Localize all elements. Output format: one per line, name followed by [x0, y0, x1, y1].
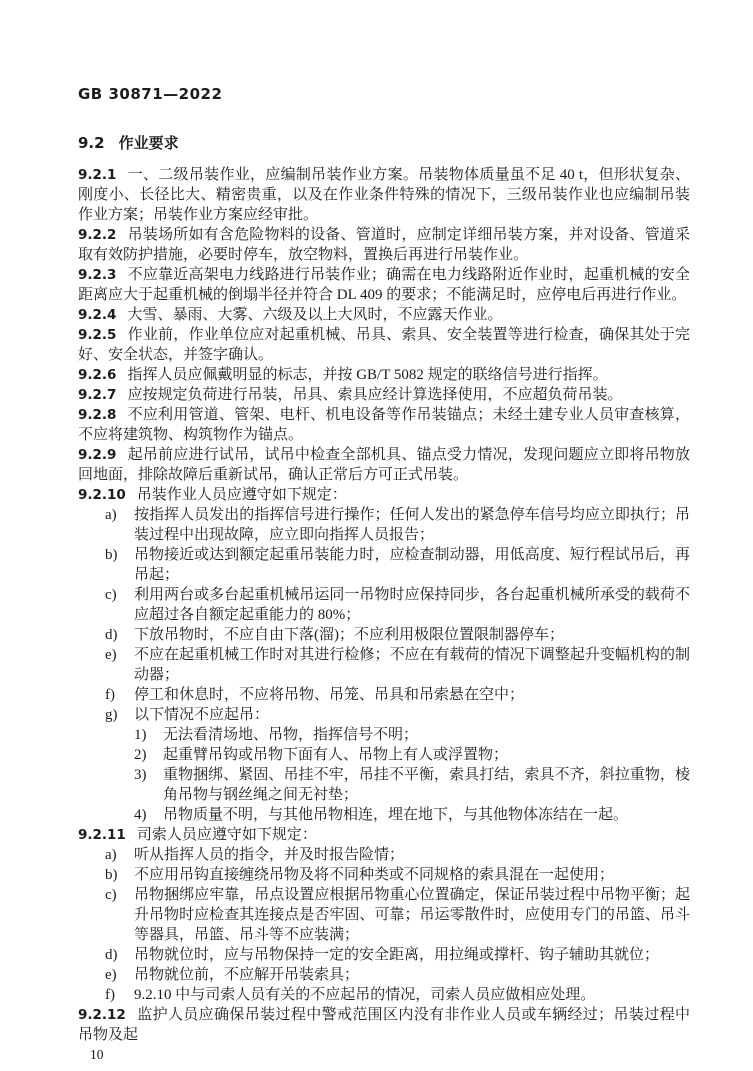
- clause-number: 9.2.4: [78, 307, 117, 323]
- list-item-a: [105, 505, 690, 545]
- item-text: 按指挥人员发出的指挥信号进行操作；任何人发出的紧急停车信号均应立即执行；吊装过程中出现故障，应立即向指挥人员报告；: [134, 507, 690, 543]
- clause-number: 9.2.6: [78, 367, 117, 383]
- clause-number: 9.2.12: [78, 1007, 126, 1023]
- list-item-b: [105, 865, 690, 885]
- subitem-text: 吊物质量不明，与其他吊物相连，埋在地下，与其他物体冻结在一起。: [163, 807, 629, 823]
- clause-9-2-9: [78, 445, 690, 485]
- clause-number: 9.2.1: [78, 167, 117, 183]
- clause-9-2-7: [78, 385, 690, 405]
- clause-text: 作业前，作业单位应对起重机械、吊具、索具、安全装置等进行检查，确保其处于完好、安全状态，并签字确认。: [78, 327, 690, 363]
- item-label: d): [105, 947, 118, 963]
- sublist-item-4: [134, 805, 690, 825]
- sublist-item-3: [134, 765, 690, 805]
- item-text: 以下情况不应起吊：: [134, 707, 270, 723]
- clause-9-2-10: [78, 485, 690, 505]
- item-label: e): [105, 967, 117, 983]
- item-text: 听从指挥人员的指令，并及时报告险情；: [134, 847, 405, 863]
- item-text: 吊物接近或达到额定起重吊装能力时，应检查制动器，用低高度、短行程试吊后，再吊起；: [134, 547, 690, 583]
- clause-number: 9.2.10: [78, 487, 126, 503]
- list-item-c: [105, 585, 690, 625]
- sublist-item-2: [134, 745, 690, 765]
- clause-number: 9.2.11: [78, 827, 126, 843]
- clause-9-2-6: [78, 365, 690, 385]
- subitem-text: 起重臂吊钩或吊物下面有人、吊物上有人或浮置物；: [163, 747, 509, 763]
- clause-number: 9.2.7: [78, 387, 117, 403]
- clause-text: 应按规定负荷进行吊装，吊具、索具应经计算选择使用，不应超负荷吊装。: [127, 387, 623, 403]
- item-label: d): [105, 627, 118, 643]
- item-text: 下放吊物时，不应自由下落(溜)；不应利用极限位置限制器停车；: [134, 627, 564, 643]
- item-label: a): [105, 847, 117, 863]
- sublist-item-1: [134, 725, 690, 745]
- clause-number: 9.2.9: [78, 447, 117, 463]
- clause-number: 9.2.8: [78, 407, 117, 423]
- item-label: f): [105, 987, 115, 1003]
- clause-number: 9.2.3: [78, 267, 117, 283]
- item-label: b): [105, 547, 118, 563]
- clause-9-2-2: [78, 225, 690, 265]
- list-item-c: [105, 885, 690, 945]
- item-label: e): [105, 647, 117, 663]
- list-item-f: [105, 685, 690, 705]
- subitem-label: 4): [134, 807, 147, 823]
- doc-number: GB 30871—2022: [78, 85, 223, 103]
- item-text: 停工和休息时，不应将吊物、吊笼、吊具和吊索悬在空中；: [134, 687, 525, 703]
- item-label: c): [105, 887, 117, 903]
- clause-number: 9.2.5: [78, 327, 117, 343]
- clause-text: 起吊前应进行试吊，试吊中检查全部机具、锚点受力情况，发现问题应立即将吊物放回地面，排除故障后重新试吊，确认正常后方可正式吊装。: [78, 447, 690, 483]
- list-item-g: [105, 705, 690, 725]
- list-item-f: [105, 985, 690, 1005]
- clause-9-2-11: [78, 825, 690, 845]
- clause-number: 9.2.2: [78, 227, 117, 243]
- item-label: g): [105, 707, 118, 723]
- subitem-text: 重物捆绑、紧固、吊挂不牢，吊挂不平衡，索具打结，索具不齐，斜拉重物，棱角吊物与钢丝绳之间无衬垫；: [163, 767, 690, 803]
- clause-text: 不应靠近高架电力线路进行吊装作业；确需在电力线路附近作业时，起重机械的安全距离应大于起重机械的倒塌半径并符合 DL 409 的要求；不能满足时，应停电后再进行作业。: [78, 267, 690, 303]
- item-text: 不应用吊钩直接缠绕吊物及将不同种类或不同规格的索具混在一起使用；: [134, 867, 615, 883]
- clause-text: 不应利用管道、管架、电杆、机电设备等作吊装锚点；未经土建专业人员审查核算，不应将建筑物、构筑物作为锚点。: [78, 407, 690, 443]
- item-label: f): [105, 687, 115, 703]
- item-text: 9.2.10 中与司索人员有关的不应起吊的情况，司索人员应做相应处理。: [134, 987, 596, 1003]
- clause-9-2-3: [78, 265, 690, 305]
- clause-text: 司索人员应遵守如下规定：: [136, 827, 317, 843]
- list-item-b: [105, 545, 690, 585]
- subitem-label: 3): [134, 767, 147, 783]
- list-item-a: [105, 845, 690, 865]
- clause-text: 指挥人员应佩戴明显的标志，并按 GB/T 5082 规定的联络信号进行指挥。: [127, 367, 608, 383]
- section-title: 作业要求: [118, 134, 179, 152]
- section-number: 9.2: [78, 134, 105, 152]
- clause-text: 一、二级吊装作业，应编制吊装作业方案。吊装物体质量虽不足 40 t，但形状复杂、刚度小、长径比大、精密贵重，以及在作业条件特殊的情况下，三级吊装作业也应编制吊装作业方案；吊装作业方案应经审批。: [78, 167, 690, 223]
- clause-text: 监护人员应确保吊装过程中警戒范围区内没有非作业人员或车辆经过；吊装过程中吊物及起: [78, 1007, 690, 1043]
- item-text: 利用两台或多台起重机械吊运同一吊物时应保持同步，各台起重机械所承受的载荷不应超过各自额定起重能力的 80%；: [134, 587, 690, 623]
- list-item-e: [105, 965, 690, 985]
- clause-text: 吊装场所如有含危险物料的设备、管道时，应制定详细吊装方案，并对设备、管道采取有效防护措施，必要时停车，放空物料，置换后再进行吊装作业。: [78, 227, 690, 263]
- subitem-label: 1): [134, 727, 147, 743]
- item-label: a): [105, 507, 117, 523]
- item-text: 吊物就位前，不应解开吊装索具；: [134, 967, 360, 983]
- clause-9-2-8: [78, 405, 690, 445]
- list-item-d: [105, 945, 690, 965]
- subitem-label: 2): [134, 747, 147, 763]
- clause-9-2-5: [78, 325, 690, 365]
- item-text: 吊物就位时，应与吊物保持一定的安全距离，用拉绳或撑杆、钩子辅助其就位；: [134, 947, 660, 963]
- item-label: c): [105, 587, 117, 603]
- clause-9-2-1: [78, 165, 690, 225]
- subitem-text: 无法看清场地、吊物，指挥信号不明；: [163, 727, 419, 743]
- clause-text: 大雪、暴雨、大雾、六级及以上大风时，不应露天作业。: [127, 307, 503, 323]
- item-label: b): [105, 867, 118, 883]
- section-heading: [78, 135, 690, 151]
- item-text: 不应在起重机械工作时对其进行检修；不应在有载荷的情况下调整起升变幅机构的制动器；: [134, 647, 690, 683]
- item-text: 吊物捆绑应牢靠，吊点设置应根据吊物重心位置确定，保证吊装过程中吊物平衡；起升吊物时应检查其连接点是否牢固、可靠；吊运零散件时，应使用专门的吊篮、吊斗等器具，吊篮、吊斗等不应装满；: [134, 887, 690, 943]
- list-item-d: [105, 625, 690, 645]
- page-number: 10: [90, 1047, 104, 1062]
- clause-9-2-12: [78, 1005, 690, 1045]
- clause-text: 吊装作业人员应遵守如下规定：: [136, 487, 347, 503]
- list-item-e: [105, 645, 690, 685]
- clause-9-2-4: [78, 305, 690, 325]
